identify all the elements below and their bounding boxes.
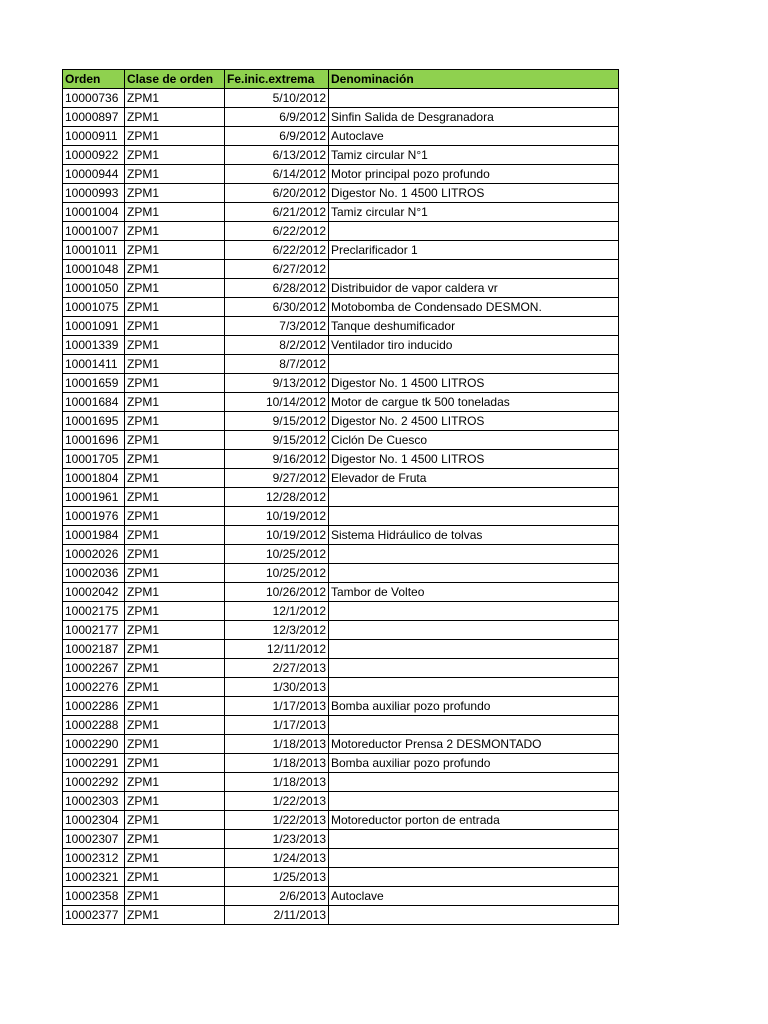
cell-clase-de-orden: ZPM1: [125, 412, 225, 431]
cell-fe-inic-extrema: 10/26/2012: [225, 583, 329, 602]
cell-clase-de-orden: ZPM1: [125, 716, 225, 735]
cell-orden: 10001339: [63, 336, 125, 355]
cell-fe-inic-extrema: 10/25/2012: [225, 564, 329, 583]
cell-fe-inic-extrema: 2/27/2013: [225, 659, 329, 678]
cell-orden: 10002291: [63, 754, 125, 773]
cell-fe-inic-extrema: 6/9/2012: [225, 108, 329, 127]
cell-clase-de-orden: ZPM1: [125, 773, 225, 792]
header-denominacion: Denominación: [329, 70, 619, 89]
cell-clase-de-orden: ZPM1: [125, 450, 225, 469]
cell-clase-de-orden: ZPM1: [125, 849, 225, 868]
table-row: [63, 279, 619, 298]
table-row: [63, 830, 619, 849]
cell-fe-inic-extrema: 1/17/2013: [225, 716, 329, 735]
table-row: [63, 222, 619, 241]
cell-clase-de-orden: ZPM1: [125, 754, 225, 773]
cell-orden: 10002304: [63, 811, 125, 830]
cell-denominacion: Tambor de Volteo: [329, 583, 619, 602]
cell-orden: 10002377: [63, 906, 125, 925]
table-row: [63, 165, 619, 184]
cell-orden: 10001007: [63, 222, 125, 241]
cell-orden: 10002175: [63, 602, 125, 621]
table-row: [63, 678, 619, 697]
cell-denominacion: [329, 659, 619, 678]
table-row: [63, 393, 619, 412]
cell-clase-de-orden: ZPM1: [125, 336, 225, 355]
cell-denominacion: Ventilador tiro inducido: [329, 336, 619, 355]
table-row: [63, 298, 619, 317]
cell-denominacion: Motor principal pozo profundo: [329, 165, 619, 184]
cell-clase-de-orden: ZPM1: [125, 678, 225, 697]
cell-orden: 10001050: [63, 279, 125, 298]
cell-fe-inic-extrema: 6/20/2012: [225, 184, 329, 203]
table-row: [63, 583, 619, 602]
cell-denominacion: [329, 773, 619, 792]
cell-denominacion: [329, 716, 619, 735]
cell-orden: 10000736: [63, 89, 125, 108]
cell-orden: 10002303: [63, 792, 125, 811]
cell-denominacion: [329, 564, 619, 583]
cell-fe-inic-extrema: 9/15/2012: [225, 412, 329, 431]
table-row: [63, 469, 619, 488]
cell-fe-inic-extrema: 6/28/2012: [225, 279, 329, 298]
cell-orden: 10000897: [63, 108, 125, 127]
cell-denominacion: [329, 355, 619, 374]
cell-fe-inic-extrema: 10/14/2012: [225, 393, 329, 412]
table-row: [63, 868, 619, 887]
cell-clase-de-orden: ZPM1: [125, 184, 225, 203]
table-row: [63, 602, 619, 621]
cell-denominacion: [329, 545, 619, 564]
cell-fe-inic-extrema: 9/16/2012: [225, 450, 329, 469]
table-row: [63, 906, 619, 925]
cell-clase-de-orden: ZPM1: [125, 602, 225, 621]
cell-clase-de-orden: ZPM1: [125, 279, 225, 298]
cell-orden: 10002358: [63, 887, 125, 906]
cell-fe-inic-extrema: 6/14/2012: [225, 165, 329, 184]
cell-clase-de-orden: ZPM1: [125, 469, 225, 488]
table-row: [63, 450, 619, 469]
table-row: [63, 260, 619, 279]
cell-fe-inic-extrema: 6/22/2012: [225, 241, 329, 260]
cell-denominacion: Motoreductor porton de entrada: [329, 811, 619, 830]
table-row: [63, 507, 619, 526]
cell-orden: 10001696: [63, 431, 125, 450]
cell-denominacion: Preclarificador 1: [329, 241, 619, 260]
cell-clase-de-orden: ZPM1: [125, 260, 225, 279]
cell-clase-de-orden: ZPM1: [125, 146, 225, 165]
cell-clase-de-orden: ZPM1: [125, 583, 225, 602]
cell-clase-de-orden: ZPM1: [125, 697, 225, 716]
cell-orden: 10001695: [63, 412, 125, 431]
cell-orden: 10001804: [63, 469, 125, 488]
cell-clase-de-orden: ZPM1: [125, 526, 225, 545]
cell-fe-inic-extrema: 1/17/2013: [225, 697, 329, 716]
header-row: [63, 70, 619, 89]
cell-denominacion: [329, 640, 619, 659]
cell-fe-inic-extrema: 6/21/2012: [225, 203, 329, 222]
table-row: [63, 621, 619, 640]
table-row: [63, 773, 619, 792]
cell-denominacion: [329, 89, 619, 108]
cell-fe-inic-extrema: 2/11/2013: [225, 906, 329, 925]
cell-denominacion: Tamiz circular N°1: [329, 146, 619, 165]
cell-orden: 10001075: [63, 298, 125, 317]
cell-clase-de-orden: ZPM1: [125, 621, 225, 640]
cell-clase-de-orden: ZPM1: [125, 735, 225, 754]
table-row: [63, 697, 619, 716]
table-row: [63, 887, 619, 906]
cell-fe-inic-extrema: 1/24/2013: [225, 849, 329, 868]
cell-clase-de-orden: ZPM1: [125, 564, 225, 583]
cell-denominacion: [329, 792, 619, 811]
cell-fe-inic-extrema: 12/11/2012: [225, 640, 329, 659]
cell-fe-inic-extrema: 6/30/2012: [225, 298, 329, 317]
cell-fe-inic-extrema: 8/7/2012: [225, 355, 329, 374]
cell-denominacion: [329, 678, 619, 697]
cell-denominacion: Digestor No. 2 4500 LITROS: [329, 412, 619, 431]
cell-denominacion: Elevador de Fruta: [329, 469, 619, 488]
cell-denominacion: [329, 260, 619, 279]
cell-fe-inic-extrema: 1/30/2013: [225, 678, 329, 697]
table-row: [63, 716, 619, 735]
cell-denominacion: [329, 849, 619, 868]
cell-fe-inic-extrema: 7/3/2012: [225, 317, 329, 336]
cell-orden: 10001961: [63, 488, 125, 507]
cell-clase-de-orden: ZPM1: [125, 811, 225, 830]
cell-fe-inic-extrema: 12/3/2012: [225, 621, 329, 640]
table-row: [63, 659, 619, 678]
cell-fe-inic-extrema: 10/19/2012: [225, 507, 329, 526]
cell-denominacion: Motoreductor Prensa 2 DESMONTADO: [329, 735, 619, 754]
cell-orden: 10002292: [63, 773, 125, 792]
cell-clase-de-orden: ZPM1: [125, 222, 225, 241]
cell-clase-de-orden: ZPM1: [125, 431, 225, 450]
cell-clase-de-orden: ZPM1: [125, 507, 225, 526]
cell-orden: 10001091: [63, 317, 125, 336]
cell-clase-de-orden: ZPM1: [125, 241, 225, 260]
cell-denominacion: Bomba auxiliar pozo profundo: [329, 697, 619, 716]
cell-orden: 10001659: [63, 374, 125, 393]
cell-clase-de-orden: ZPM1: [125, 659, 225, 678]
cell-orden: 10001976: [63, 507, 125, 526]
header-clase-de-orden: Clase de orden: [125, 70, 225, 89]
cell-denominacion: [329, 621, 619, 640]
cell-denominacion: [329, 222, 619, 241]
cell-orden: 10002042: [63, 583, 125, 602]
cell-denominacion: Digestor No. 1 4500 LITROS: [329, 374, 619, 393]
cell-fe-inic-extrema: 1/18/2013: [225, 754, 329, 773]
cell-clase-de-orden: ZPM1: [125, 792, 225, 811]
cell-clase-de-orden: ZPM1: [125, 488, 225, 507]
cell-orden: 10002286: [63, 697, 125, 716]
cell-orden: 10002290: [63, 735, 125, 754]
table-row: [63, 146, 619, 165]
cell-clase-de-orden: ZPM1: [125, 374, 225, 393]
cell-fe-inic-extrema: 6/22/2012: [225, 222, 329, 241]
table-row: [63, 336, 619, 355]
cell-fe-inic-extrema: 10/25/2012: [225, 545, 329, 564]
cell-orden: 10002312: [63, 849, 125, 868]
table-row: [63, 374, 619, 393]
table-row: [63, 545, 619, 564]
cell-orden: 10001411: [63, 355, 125, 374]
cell-orden: 10001684: [63, 393, 125, 412]
cell-orden: 10002177: [63, 621, 125, 640]
cell-clase-de-orden: ZPM1: [125, 89, 225, 108]
cell-fe-inic-extrema: 9/15/2012: [225, 431, 329, 450]
cell-denominacion: [329, 830, 619, 849]
table-row: [63, 811, 619, 830]
table-row: [63, 127, 619, 146]
cell-clase-de-orden: ZPM1: [125, 165, 225, 184]
table-row: [63, 564, 619, 583]
cell-fe-inic-extrema: 8/2/2012: [225, 336, 329, 355]
table-row: [63, 89, 619, 108]
table-row: [63, 849, 619, 868]
table-row: [63, 754, 619, 773]
cell-clase-de-orden: ZPM1: [125, 393, 225, 412]
cell-denominacion: Autoclave: [329, 127, 619, 146]
table-row: [63, 488, 619, 507]
cell-orden: 10002288: [63, 716, 125, 735]
table-row: [63, 640, 619, 659]
cell-fe-inic-extrema: 1/22/2013: [225, 811, 329, 830]
cell-denominacion: Distribuidor de vapor caldera vr: [329, 279, 619, 298]
cell-clase-de-orden: ZPM1: [125, 868, 225, 887]
orders-table: [62, 69, 619, 925]
cell-fe-inic-extrema: 1/18/2013: [225, 735, 329, 754]
cell-denominacion: Tanque deshumificador: [329, 317, 619, 336]
cell-denominacion: Motobomba de Condensado DESMON.: [329, 298, 619, 317]
cell-orden: 10002026: [63, 545, 125, 564]
cell-clase-de-orden: ZPM1: [125, 127, 225, 146]
cell-fe-inic-extrema: 2/6/2013: [225, 887, 329, 906]
cell-orden: 10002036: [63, 564, 125, 583]
cell-denominacion: Tamiz circular N°1: [329, 203, 619, 222]
cell-fe-inic-extrema: 6/9/2012: [225, 127, 329, 146]
cell-denominacion: Autoclave: [329, 887, 619, 906]
cell-orden: 10002187: [63, 640, 125, 659]
cell-fe-inic-extrema: 1/25/2013: [225, 868, 329, 887]
cell-denominacion: [329, 488, 619, 507]
cell-fe-inic-extrema: 1/23/2013: [225, 830, 329, 849]
cell-fe-inic-extrema: 12/1/2012: [225, 602, 329, 621]
cell-denominacion: [329, 906, 619, 925]
cell-denominacion: Digestor No. 1 4500 LITROS: [329, 184, 619, 203]
cell-clase-de-orden: ZPM1: [125, 203, 225, 222]
cell-orden: 10000944: [63, 165, 125, 184]
table-row: [63, 526, 619, 545]
cell-denominacion: Ciclón De Cuesco: [329, 431, 619, 450]
cell-fe-inic-extrema: 6/27/2012: [225, 260, 329, 279]
cell-fe-inic-extrema: 5/10/2012: [225, 89, 329, 108]
cell-fe-inic-extrema: 9/13/2012: [225, 374, 329, 393]
cell-orden: 10001705: [63, 450, 125, 469]
cell-denominacion: [329, 507, 619, 526]
cell-denominacion: Digestor No. 1 4500 LITROS: [329, 450, 619, 469]
cell-fe-inic-extrema: 12/28/2012: [225, 488, 329, 507]
cell-denominacion: [329, 868, 619, 887]
table-row: [63, 431, 619, 450]
cell-clase-de-orden: ZPM1: [125, 830, 225, 849]
cell-fe-inic-extrema: 1/22/2013: [225, 792, 329, 811]
cell-orden: 10000922: [63, 146, 125, 165]
cell-orden: 10000911: [63, 127, 125, 146]
cell-clase-de-orden: ZPM1: [125, 108, 225, 127]
cell-clase-de-orden: ZPM1: [125, 545, 225, 564]
table-row: [63, 241, 619, 260]
cell-orden: 10001048: [63, 260, 125, 279]
table-row: [63, 412, 619, 431]
cell-clase-de-orden: ZPM1: [125, 355, 225, 374]
cell-clase-de-orden: ZPM1: [125, 906, 225, 925]
cell-fe-inic-extrema: 6/13/2012: [225, 146, 329, 165]
cell-denominacion: Sinfin Salida de Desgranadora: [329, 108, 619, 127]
table-row: [63, 792, 619, 811]
cell-orden: 10002321: [63, 868, 125, 887]
cell-clase-de-orden: ZPM1: [125, 317, 225, 336]
cell-denominacion: Sistema Hidráulico de tolvas: [329, 526, 619, 545]
cell-orden: 10001984: [63, 526, 125, 545]
cell-fe-inic-extrema: 1/18/2013: [225, 773, 329, 792]
cell-denominacion: Motor de cargue tk 500 toneladas: [329, 393, 619, 412]
header-orden: Orden: [63, 70, 125, 89]
table-body: [63, 89, 619, 925]
cell-orden: 10001011: [63, 241, 125, 260]
cell-fe-inic-extrema: 10/19/2012: [225, 526, 329, 545]
table-row: [63, 317, 619, 336]
table-row: [63, 108, 619, 127]
cell-orden: 10001004: [63, 203, 125, 222]
cell-clase-de-orden: ZPM1: [125, 887, 225, 906]
cell-orden: 10000993: [63, 184, 125, 203]
cell-orden: 10002267: [63, 659, 125, 678]
cell-orden: 10002276: [63, 678, 125, 697]
table-row: [63, 735, 619, 754]
cell-denominacion: Bomba auxiliar pozo profundo: [329, 754, 619, 773]
cell-clase-de-orden: ZPM1: [125, 640, 225, 659]
table-row: [63, 184, 619, 203]
cell-clase-de-orden: ZPM1: [125, 298, 225, 317]
cell-fe-inic-extrema: 9/27/2012: [225, 469, 329, 488]
table-row: [63, 355, 619, 374]
table-row: [63, 203, 619, 222]
cell-orden: 10002307: [63, 830, 125, 849]
header-fe-inic-extrema: Fe.inic.extrema: [225, 70, 329, 89]
cell-denominacion: [329, 602, 619, 621]
